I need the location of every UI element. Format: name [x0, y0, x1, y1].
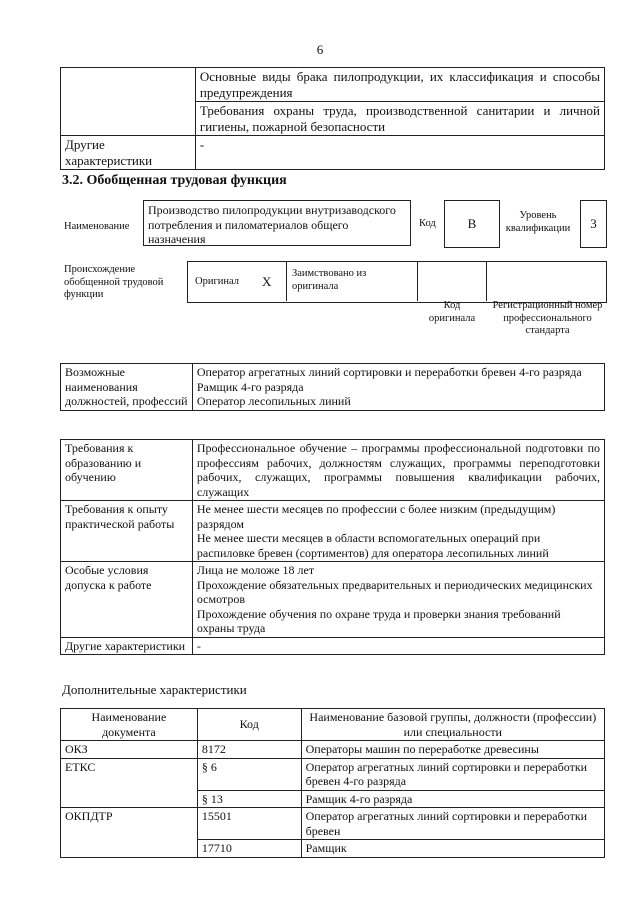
requirement-label: Другие характеристики	[61, 637, 193, 655]
name-cell: Операторы машин по переработке древесины	[301, 741, 604, 759]
additional-title: Дополнительные характеристики	[62, 682, 247, 697]
code-original-caption: Код оригинала	[428, 300, 476, 324]
top-table	[60, 67, 605, 170]
top-table-cell: Основные виды брака пилопродукции, их классификация и способы предупреждения	[195, 68, 604, 102]
requirement-value	[192, 501, 604, 562]
header-name: Наименование базовой группы, должности (профессии) или специальности	[301, 709, 604, 741]
requirement-item: Прохождение обучения по охране труда и проверки знания требований охраны труда	[196, 606, 561, 635]
name-cell: Оператор агрегатных линий сортировки и переработки бревен	[301, 808, 604, 840]
top-table-empty-label	[61, 68, 196, 136]
top-table-cell: -	[195, 136, 604, 170]
table-header-row	[61, 709, 605, 741]
table-row	[61, 758, 605, 790]
top-table-label: Другие характеристики	[61, 136, 196, 170]
name-cell: Оператор агрегатных линий сортировки и переработки бревен 4-го разряда	[301, 758, 604, 790]
requirement-item: -	[196, 638, 201, 653]
code-cell: § 13	[197, 790, 301, 808]
code-value: В	[444, 200, 500, 248]
doc-cell: ОКПДТР	[61, 808, 198, 858]
code-label: Код	[419, 218, 436, 229]
requirement-item: Не менее шести месяцев в области вспомогательных операций при распиловке бревен (сортиментов) для оператора лесопильных линий	[196, 531, 549, 560]
origin-label: Происхождение обобщенной трудовой функции	[64, 264, 164, 300]
table-row	[61, 637, 605, 655]
requirements-table	[60, 439, 605, 655]
doc-cell: ЕТКС	[61, 758, 198, 808]
position-item: Оператор агрегатных линий сортировки и переработки бревен 4-го разряда	[196, 365, 582, 379]
code-cell: § 6	[197, 758, 301, 790]
requirement-value	[192, 440, 604, 501]
requirement-label: Требования к образованию и обучению	[61, 440, 193, 501]
positions-table	[60, 363, 605, 411]
requirement-item: Лица не моложе 18 лет	[196, 563, 315, 577]
table-row	[61, 562, 605, 638]
position-item: Рамщик 4-го разряда	[196, 379, 304, 394]
name-label: Наименование	[64, 221, 130, 232]
borrowed-label: Заимствовано из оригинала	[292, 268, 367, 292]
name-cell: Рамщик	[301, 840, 604, 858]
level-value: 3	[580, 200, 607, 248]
name-cell: Рамщик 4-го разряда	[301, 790, 604, 808]
positions-values	[192, 364, 604, 411]
level-label: Уровень квалификации	[505, 210, 571, 234]
header-doc: Наименование документа	[61, 709, 198, 741]
requirement-label: Особые условия допуска к работе	[61, 562, 193, 638]
position-item: Оператор лесопильных линий	[196, 394, 351, 408]
requirement-value	[192, 562, 604, 638]
function-name-box: Производство пилопродукции внутризаводского потребления и пиломатериалов общего назначения	[143, 200, 411, 246]
page-number: 6	[316, 42, 324, 57]
requirement-value	[192, 637, 604, 655]
divider	[417, 261, 418, 301]
table-row	[61, 501, 605, 562]
table-row	[61, 808, 605, 840]
code-cell: 17710	[197, 840, 301, 858]
positions-label: Возможные наименования должностей, профессий	[61, 364, 193, 411]
code-cell: 15501	[197, 808, 301, 840]
requirement-item: Прохождение обязательных предварительных и периодических медицинских осмотров	[196, 577, 593, 606]
table-row	[61, 364, 605, 411]
table-row	[61, 741, 605, 759]
table-row	[61, 136, 605, 170]
requirement-label: Требования к опыту практической работы	[61, 501, 193, 562]
requirement-item: Не менее шести месяцев по профессии с более низким (предыдущим) разрядом	[196, 502, 556, 531]
code-cell: 8172	[197, 741, 301, 759]
requirement-item: Профессиональное обучение – программы профессиональной подготовки по профессиям рабочих, должностям служащих, программы переподготовки рабочих, служащих, программы повышения квалификации рабочих, служащих	[196, 441, 600, 499]
table-row	[61, 440, 605, 501]
table-row	[61, 68, 605, 102]
doc-cell: ОКЗ	[61, 741, 198, 759]
additional-table	[60, 708, 605, 858]
divider	[486, 261, 487, 301]
header-code: Код	[197, 709, 301, 741]
divider	[286, 261, 287, 301]
reg-number-caption: Регистрационный номер профессионального стандарта	[492, 300, 603, 336]
section-title: 3.2. Обобщенная трудовая функция	[62, 173, 287, 188]
top-table-cell: Требования охраны труда, производственной санитарии и личной гигиены, пожарной безопасности	[195, 102, 604, 136]
original-mark: X	[262, 274, 272, 289]
original-label: Оригинал	[195, 276, 239, 287]
